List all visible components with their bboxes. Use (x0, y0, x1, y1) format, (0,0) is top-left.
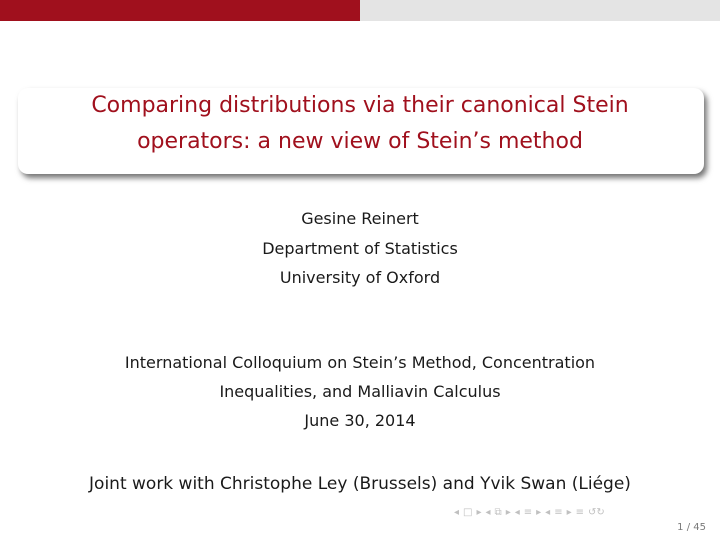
loop-icon[interactable]: ↺↻ (588, 506, 605, 518)
progress-fill (0, 0, 360, 21)
conference-line-2: Inequalities, and Malliavin Calculus (219, 382, 501, 401)
conference-date: June 30, 2014 (304, 411, 416, 430)
joint-work-note: Joint work with Christophe Ley (Brussels) and Yvik Swan (Liége) (89, 474, 631, 494)
prev-subsection-icon[interactable]: ◂ (485, 506, 491, 518)
section-icon[interactable]: ≡ (523, 506, 533, 518)
align-icon[interactable]: ≡ (575, 506, 585, 518)
author-university: University of Oxford (279, 268, 441, 287)
progress-bar (0, 0, 720, 21)
title-line-1: Comparing distributions via their canonical Stein (91, 93, 629, 118)
subsection-icon[interactable]: ⧉ (494, 506, 502, 518)
conference-line-1: International Colloquium on Stein’s Method, Concentration (124, 353, 596, 372)
next-section-icon[interactable]: ▸ (536, 506, 542, 518)
title-line-2: operators: a new view of Stein’s method (137, 129, 583, 154)
page-number: 1 / 45 (677, 522, 706, 533)
prev-part-icon[interactable]: ◂ (545, 506, 551, 518)
navigation-symbols (454, 504, 605, 520)
first-frame-icon[interactable]: ◂ (454, 506, 460, 518)
next-subsection-icon[interactable]: ▸ (505, 506, 511, 518)
part-icon[interactable]: ≡ (554, 506, 563, 518)
next-part-icon[interactable]: ▸ (566, 506, 572, 518)
author-department: Department of Statistics (262, 239, 458, 258)
next-frame-icon[interactable]: ▸ (476, 506, 482, 518)
prev-section-icon[interactable]: ◂ (514, 506, 520, 518)
frame-icon[interactable]: □ (463, 506, 473, 518)
author-name: Gesine Reinert (301, 209, 419, 228)
